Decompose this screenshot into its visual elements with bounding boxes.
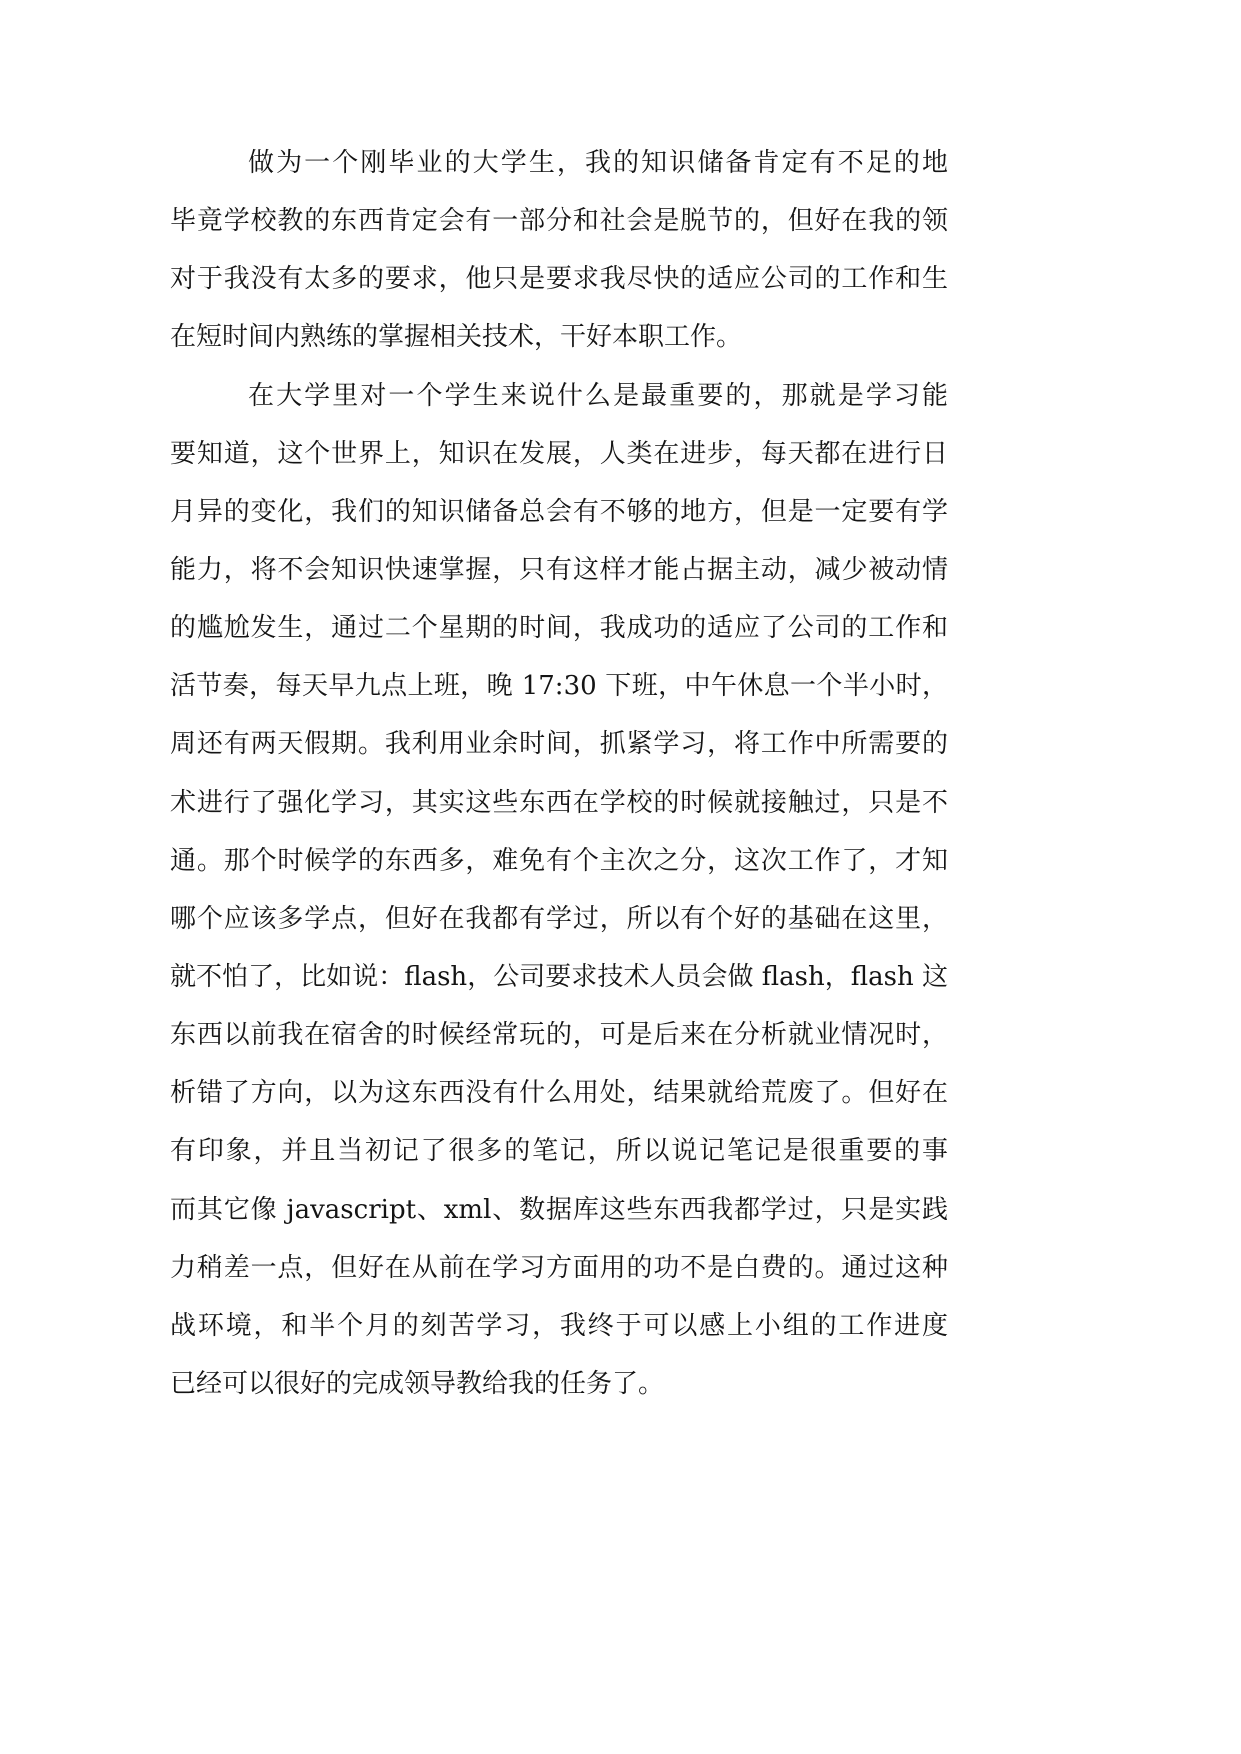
text-line: 术进行了强化学习，其实这些东西在学校的时候就接触过，只是不	[170, 787, 948, 818]
text-line: 在大学里对一个学生来说什么是最重要的，那就是学习能	[248, 380, 948, 411]
paragraph	[170, 134, 948, 367]
text-line: 而其它像 javascript、xml、数据库这些东西我都学过，只是实践	[170, 1194, 948, 1225]
text-line: 的尴尬发生，通过二个星期的时间，我成功的适应了公司的工作和	[170, 613, 948, 644]
text-line: 力稍差一点，但好在从前在学习方面用的功不是白费的。通过这种	[170, 1252, 948, 1283]
text-line: 已经可以很好的完成领导教给我的任务了。	[170, 1368, 665, 1399]
text-line: 活节奏，每天早九点上班，晚 17:30 下班，中午休息一个半小时，	[170, 671, 948, 702]
text-line: 战环境，和半个月的刻苦学习，我终于可以感上小组的工作进度	[170, 1310, 948, 1341]
text-line: 周还有两天假期。我利用业余时间，抓紧学习，将工作中所需要的	[170, 729, 948, 760]
text-line: 东西以前我在宿舍的时候经常玩的，可是后来在分析就业情况时，	[170, 1020, 948, 1051]
text-line: 有印象，并且当初记了很多的笔记，所以说记笔记是很重要的事	[170, 1136, 948, 1167]
text-line: 通。那个时候学的东西多，难免有个主次之分，这次工作了，才知	[170, 845, 948, 876]
text-line: 哪个应该多学点，但好在我都有学过，所以有个好的基础在这里，	[170, 903, 948, 934]
text-line: 就不怕了，比如说：flash，公司要求技术人员会做 flash，flash 这	[170, 961, 948, 992]
text-line: 在短时间内熟练的掌握相关技术，干好本职工作。	[170, 322, 743, 353]
text-line: 析错了方向，以为这东西没有什么用处，结果就给荒废了。但好在	[170, 1078, 948, 1109]
document-body	[170, 134, 948, 1413]
text-line: 对于我没有太多的要求，他只是要求我尽快的适应公司的工作和生	[170, 264, 948, 295]
text-line: 要知道，这个世界上，知识在发展，人类在进步，每天都在进行日	[170, 438, 948, 469]
text-line: 月异的变化，我们的知识储备总会有不够的地方，但是一定要有学	[170, 496, 948, 527]
text-line: 毕竟学校教的东西肯定会有一部分和社会是脱节的，但好在我的领	[170, 206, 948, 237]
text-line: 能力，将不会知识快速掌握，只有这样才能占据主动，减少被动情	[170, 554, 948, 585]
paragraph	[170, 367, 948, 1414]
text-line: 做为一个刚毕业的大学生，我的知识储备肯定有不足的地	[248, 148, 948, 178]
